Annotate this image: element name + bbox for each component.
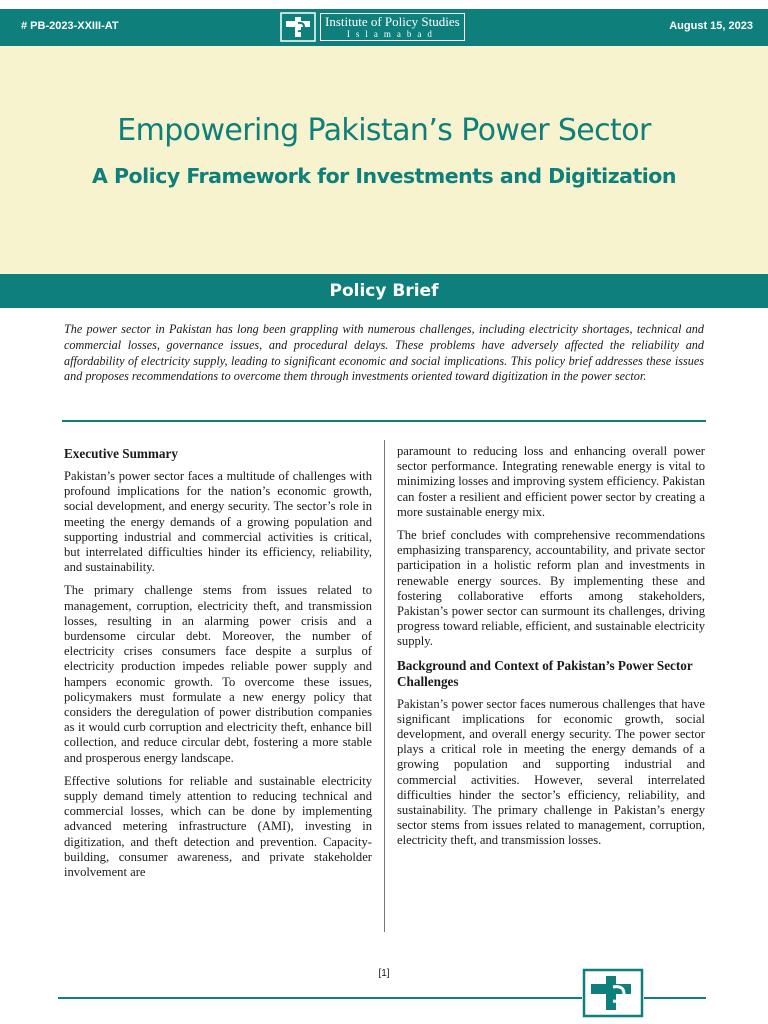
paragraph: Pakistan’s power sector faces numerous challenges that have significant implications for economic growth, social development, and overall energy security. The power sector plays a critical role in meeting the energy demands of a growing population and supporting industrial and commercial activities. However, several interrelated difficulties hinder the sector’s efficiency, reliability, and sustainability. The primary challenge in Pakistan’s energy sector stems from issues related to management, corruption, electricity theft, and transmission losses.	[397, 696, 705, 848]
ips-logo	[280, 11, 488, 43]
paragraph: Pakistan’s power sector faces a multitude of challenges with profound implications for the nation’s economic growth, social development, and energy security. The sector’s role in meeting the energy demands of a growing population and supporting industrial and commercial activities is critical, but interrelated difficulties hinder its efficiency, reliability, and sustainability.	[64, 469, 372, 575]
section-divider	[62, 420, 706, 422]
abstract: The power sector in Pakistan has long been grappling with numerous challenges, including electricity shortages, technical and commercial losses, governance issues, and procedural delays. These problems have adversely affected the reliability and affordability of electricity supply, leading to significant economic and social implications. This policy brief addresses these issues and proposes recommendations to overcome them through investments oriented toward digitization in the power sector.	[64, 322, 704, 384]
main-title: Empowering Pakistan’s Power Sector	[117, 113, 651, 148]
sub-title: A Policy Framework for Investments and Digitization	[92, 164, 676, 188]
executive-summary-heading: Executive Summary	[64, 446, 178, 461]
logo-city: Islamabad	[346, 29, 438, 39]
background-heading: Background and Context of Pakistan’s Power Sector Challenges	[397, 657, 693, 689]
logo-name: Institute of Policy Studies	[325, 14, 460, 29]
right-column	[397, 444, 705, 857]
left-column	[64, 446, 372, 888]
page-number: [1]	[378, 968, 390, 979]
column-divider	[384, 440, 385, 932]
document-date: August 15, 2023	[669, 20, 753, 32]
document-id: # PB-2023-XXIII-AT	[21, 20, 119, 32]
ips-logo-icon	[582, 968, 644, 1018]
logo-text	[320, 13, 465, 41]
title-panel	[0, 46, 768, 274]
ips-logo-icon	[280, 12, 316, 42]
paragraph: Effective solutions for reliable and sustainable electricity supply demand timely attention to reducing technical and commercial losses, which can be done by implementing advanced metering infrastructure (AMI), investing in digitization, and theft detection and prevention. Capacity-building, consumer awareness, and private stakeholder involvement are	[64, 773, 372, 880]
header-bar	[0, 9, 768, 46]
paragraph: The brief concludes with comprehensive recommendations emphasizing transparency, accountability, and private sector participation in a holistic reform plan and investments in renewable energy sources. By implementing these and fostering collaborative efforts among stakeholders, Pakistan’s power sector can surmount its challenges, driving progress toward reliable, efficient, and sustainable electricity supply.	[397, 528, 705, 649]
policy-brief-bar: Policy Brief	[0, 274, 768, 308]
paragraph: The primary challenge stems from issues related to management, corruption, electricity theft, and transmission losses, resulting in an alarming power crisis and a burdensome circular debt. Moreover, the number of electricity crises consumers face despite a surplus of electricity production impedes reliable power supply and hampers economic growth. To overcome these issues, policymakers must formulate a new energy policy that considers the deregulation of power distribution companies as it would curb corruption and electricity theft, enhance bill collection, and reduce circular debt, fostering a more stable and prosperous energy landscape.	[64, 583, 372, 765]
paragraph: paramount to reducing loss and enhancing overall power sector performance. Integrating renewable energy is vital to minimizing losses and improving system efficiency. Pakistan can foster a resilient and efficient power sector by creating a more sustainable energy mix.	[397, 444, 705, 519]
